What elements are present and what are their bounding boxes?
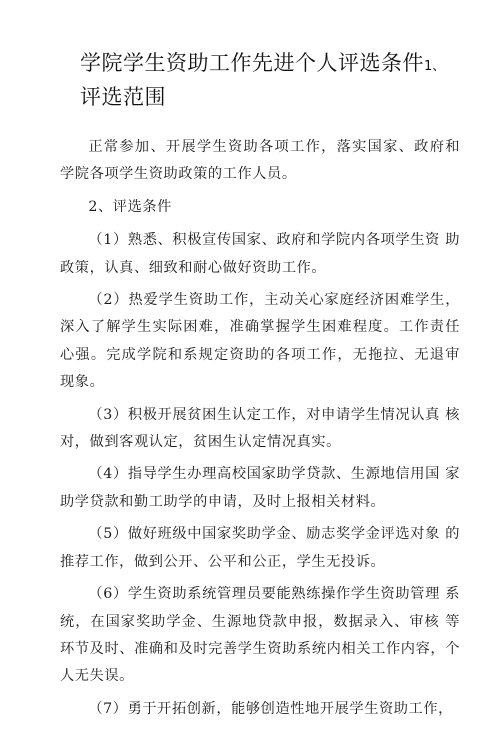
title-number: 1、 [424, 59, 446, 74]
criterion-6: （6）学生资助系统管理员要能熟练操作学生资助管理 系统，在国家奖助学金、生源地贷款申报，数据录入、审核 等环节及时、准确和及时完善学生资助系统内相关工作内容，个人无失误。 [60, 586, 460, 685]
criterion-2: （2）热爱学生资助工作，主动关心家庭经济困难学生，深入了解学生实际困难，准确掌握学生困难程度。工作责任 心强。完成学院和系规定资助的各项工作，无拖拉、无退审 现象。 [60, 292, 460, 391]
title-text: 学院学生资助工作先进个人评选条件 [80, 51, 424, 75]
section-heading-criteria: 2、评选条件 [88, 198, 172, 215]
title-subheading: 评选范围 [80, 85, 166, 109]
criterion-7: （7）勇于开拓创新，能够创造性地开展学生资助工作， [88, 700, 453, 717]
criterion-1: （1）熟悉、积极宣传国家、政府和学院内各项学生资 助政策，认真、细致和耐心做好资助工作。 [60, 232, 460, 276]
criterion-4: （4）指导学生办理高校国家助学贷款、生源地信用国 家助学贷款和勤工助学的申请，及时上报相关材料。 [60, 466, 460, 510]
criterion-3: （3）积极开展贫困生认定工作，对申请学生情况认真 核对，做到客观认定，贫困生认定情况真实。 [60, 406, 460, 451]
document-title [80, 48, 460, 112]
paragraph-scope: 正常参加、开展学生资助各项工作，落实国家、政府和 学院各项学生资助政策的工作人员。 [60, 139, 460, 183]
document-body [60, 134, 460, 723]
criterion-5: （5）做好班级中国家奖助学金、励志奖学金评选对象 的推荐工作，做到公开、公平和公正，学生无投诉。 [60, 526, 460, 570]
